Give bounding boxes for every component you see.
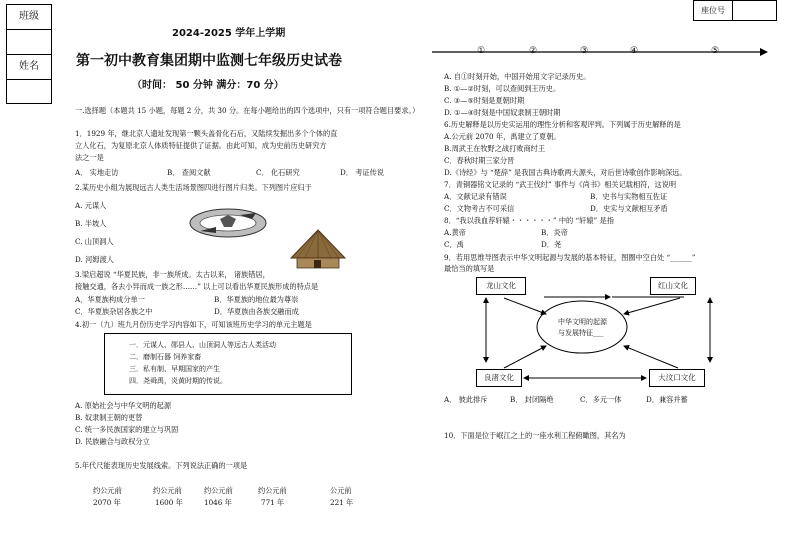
q5-era-5: 公元前 [330,486,352,495]
q7-option-c[interactable]: C．文物考古不可采信 [444,204,515,213]
seat-label: 座位号 [694,1,733,20]
exam-meta: （时间： 50 分钟 满分：70 分） [132,80,284,91]
q7-option-d[interactable]: D．史实与文献相互矛盾 [590,204,668,213]
q10-stem: 10．下面是位于岷江之上的一座水利工程俯瞰图，其名为 [444,431,626,440]
section-heading [75,106,419,115]
q2-option-d[interactable]: D. 河姆渡人 [75,255,114,264]
q9-box-dawenkou: 大汶口文化 [649,369,705,387]
student-info-box [6,4,52,104]
q3-line-2: 接触交通，各去小异而成一族之形……” 以上可以看出华夏民族形成的特点是 [75,282,319,291]
q4-option-b[interactable]: B. 奴隶制王朝的更替 [75,413,143,422]
q3-option-b[interactable]: B．华夏族的地位最为尊崇 [214,295,299,304]
q3-option-a[interactable]: A．华夏族构成分单一 [75,295,145,304]
q5-era-3: 约公元前 [204,486,233,495]
seat-number-box [693,0,777,21]
q8-stem: 8．“我以我血荐轩辕・・・・・・” 中的 “轩辕” 是指 [444,216,614,225]
q4-unit-1: 一．元谋人、郧县人、山顶洞人等远古人类活动 [129,341,276,349]
q4-stem: 4.初一（九）班九月份历史学习内容如下，可知该班历史学习的单元主题是 [75,320,312,329]
q8-option-c[interactable]: C．禹 [444,240,464,249]
timeline-mark-1: ① [477,46,486,56]
q4-unit-3: 三．私有制、早期国家的产生 [129,365,220,373]
q5-option-c[interactable]: C. ③—⑤时刻是夏朝时期 [444,96,525,105]
q1-line-1: 1．1929 年，继北京人遗址发现第一颗头盖骨化石后，又陆续发掘出多个个体的直 [75,129,338,138]
q5-year-3: 1046 年 [204,498,232,507]
thatched-hut-image [287,228,349,272]
q5-option-b[interactable]: B. ①—②时刻，可以查阅到王历史。 [444,84,561,93]
timeline-mark-3: ③ [580,46,589,56]
q5-era-2: 约公元前 [153,486,182,495]
timeline-mark-2: ② [529,46,538,56]
q9-line-1: 9．若用思维导图表示中华文明起源与发展的基本特征，图圈中空白处 “______” [444,253,696,262]
timeline-mark-5: ⑤ [711,46,720,56]
q9-option-b[interactable]: B． 封闭隔绝 [510,395,554,404]
q9-center-line-2: 与发展特征___ [558,329,604,337]
q5-year-5: 221 年 [330,498,354,507]
q9-line-2: 最恰当的填写是 [444,264,495,273]
q4-unit-4: 四．尧舜禹，炎黄时期的传说。 [129,377,227,385]
q4-unit-2: 二．磨制石器 饲养家畜 [129,353,202,361]
q6-option-d[interactable]: D.《诗经》与 “楚辞” 是我国古典诗歌两大源头，对后世诗歌创作影响深远。 [444,168,687,177]
q7-option-a[interactable]: A．文献记录有错误 [444,192,507,201]
q5-stem: 5.年代尺能表现历史发展线索。下列说法正确的一项是 [75,461,248,470]
name-field[interactable] [7,80,51,103]
q6-option-c[interactable]: C．春秋时期三家分晋 [444,156,515,165]
q1-line-2: 立人化石，为复原北京人体质特征提供了证据。由此可知，成为史前历史研究方 [75,141,327,150]
term-heading: 2024-2025 学年上学期 [172,28,286,39]
q9-box-longshan: 龙山文化 [476,277,526,295]
q6-option-b[interactable]: B.周武王在牧野之战打败商纣王 [444,144,546,153]
q4-unit-box [104,333,352,395]
page-title: 第一初中教育集团期中监测七年级历史试卷 [76,53,342,69]
q9-option-a[interactable]: A． 彼此排斥 [444,395,488,404]
q1-line-3: 法之一是 [75,153,104,162]
section-heading-text: 一.选择题（本题共 15 小题，每题 2 分，共 30 分。在每小题给出的四个选项中，只有一项符合题目要求。） [75,106,420,115]
q4-option-d[interactable]: D. 民族融合与政权分立 [75,437,150,446]
q8-option-a[interactable]: A.黄帝 [444,228,466,237]
q5-option-d[interactable]: D. ①—④时刻是中国奴隶制王朝时期 [444,108,561,117]
q3-option-d[interactable]: D．华夏族由各族交融而成 [214,307,299,316]
q1-option-d[interactable]: D． 考证传说 [340,168,384,177]
q9-option-c[interactable]: C．多元一体 [580,395,622,404]
q9-center-line-1: 中华文明的起源 [558,318,607,326]
q3-option-c[interactable]: C．华夏族杂居各族之中 [75,307,153,316]
q5-year-1: 2070 年 [93,498,121,507]
class-field[interactable] [7,30,51,55]
q2-stem: 2.某历史小组为展现远古人类生活场景图四进行图片归类。下列图片应归于 [75,183,312,192]
q4-option-a[interactable]: A. 原始社会与中华文明的起源 [75,401,172,410]
timeline-mark-4: ④ [630,46,639,56]
class-label: 班级 [7,5,51,30]
q5-year-2: 1600 年 [155,498,183,507]
q8-option-d[interactable]: D．尧 [541,240,562,249]
seat-field[interactable] [733,1,776,20]
q5-era-4: 约公元前 [258,486,287,495]
q7-stem: 7．青铜器铭文记录的 “武王伐纣” 事件与《尚书》相关记载相符，这说明 [444,180,677,189]
q1-option-c[interactable]: C． 化石研究 [256,168,300,177]
q5-option-a[interactable]: A. 自①时刻开始，中国开始用文字记录历史。 [444,72,591,81]
q5-year-4: 771 年 [261,498,285,507]
name-label: 姓名 [7,55,51,80]
q8-option-b[interactable]: B．炎帝 [541,228,568,237]
q9-option-d[interactable]: D．兼容并蓄 [646,395,688,404]
q9-box-liangzhu: 良渚文化 [476,369,522,387]
q2-option-c[interactable]: C. 山顶洞人 [75,237,114,246]
q1-option-a[interactable]: A． 实地走访 [75,168,119,177]
q3-line-1: 3.梁启超说 “华夏民族，非一族所成。太古以来， 诸族错居， [75,270,270,279]
q1-option-b[interactable]: B． 查阅文献 [167,168,211,177]
q9-box-hongshan: 红山文化 [650,277,696,295]
q4-option-c[interactable]: C. 统一多民族国家的建立与巩固 [75,425,179,434]
q2-option-b[interactable]: B. 半坡人 [75,219,107,228]
q6-stem: 6.历史解释是以历史实运用的理性分析和客观评判。下列属于历史解释的是 [444,120,681,129]
q5-era-1: 约公元前 [93,486,122,495]
q6-option-a[interactable]: A.公元前 2070 年，禹建立了夏朝。 [444,132,561,141]
q7-option-b[interactable]: B．史书与实物相互佐证 [590,192,668,201]
q2-option-a[interactable]: A. 元谋人 [75,201,107,210]
bone-tool-image [186,205,270,241]
